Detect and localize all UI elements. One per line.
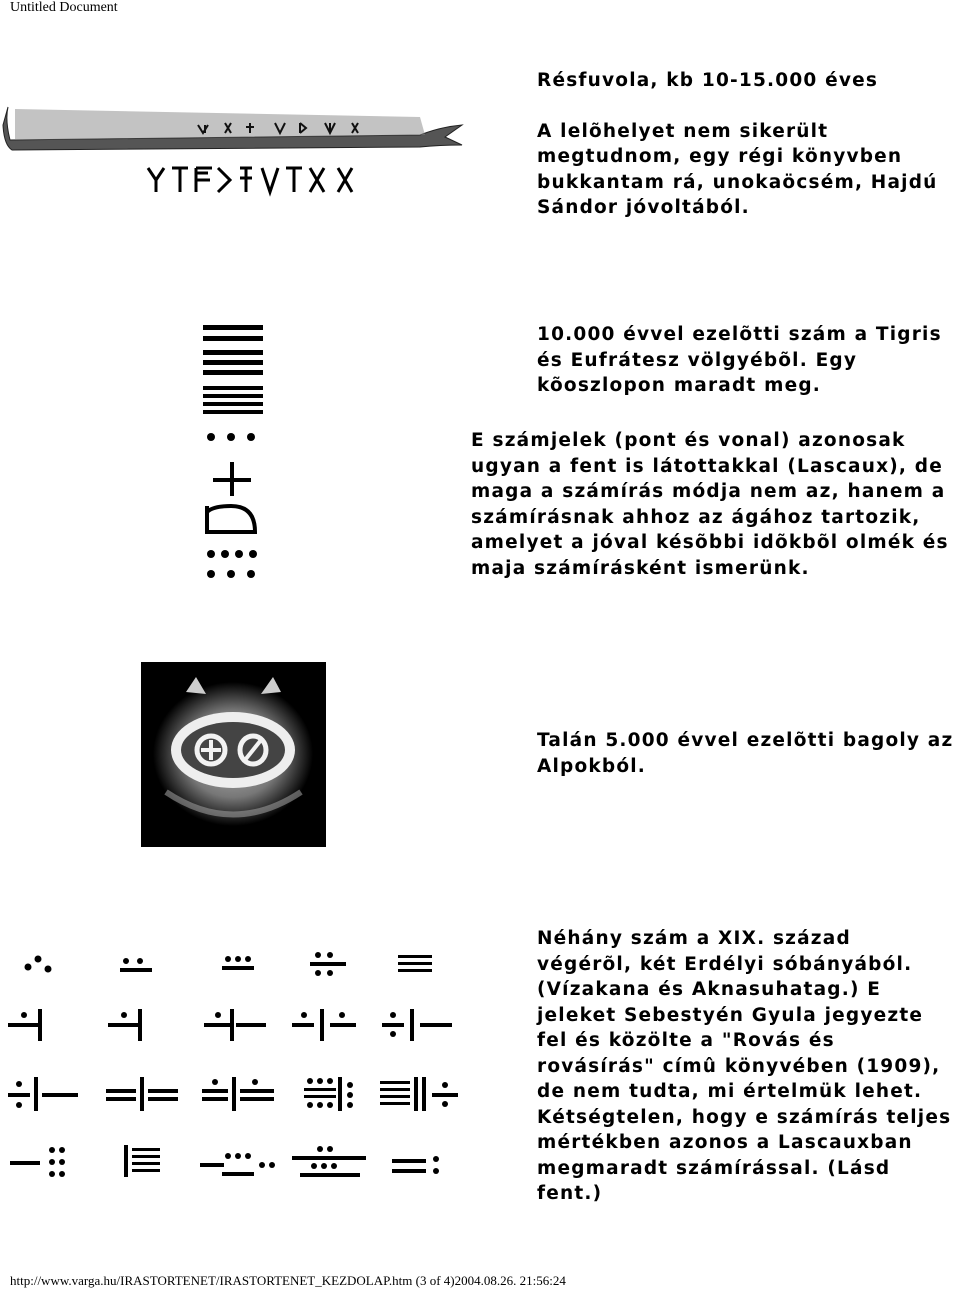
transylvania-caption — [537, 926, 960, 1207]
document-title: Untitled Document — [10, 0, 118, 15]
salt-mine-numerals-figure — [0, 945, 470, 1195]
tigris-caption — [537, 322, 957, 399]
text-line: maja számírásként ismerünk. — [471, 557, 810, 579]
text-line: mértékben azonos a Lascauxban — [537, 1132, 913, 1153]
olmec-caption — [471, 428, 960, 581]
page-footer-url: http://www.varga.hu/IRASTORTENET/IRASTORTENET_KEZDOLAP.htm (3 of 4)2004.08.26. 21:56:24 — [10, 1273, 566, 1288]
text-line: 10.000 évvel ezelõtti szám a Tigris — [537, 324, 942, 345]
text-line: A lelõhelyet nem sikerült — [537, 120, 829, 142]
text-line: (Vízakana és Aknasuhatag.) E — [537, 979, 882, 1000]
text-line: E számjelek (pont és vonal) azonosak — [471, 430, 906, 451]
owl-caption — [537, 728, 960, 779]
text-line: számírásnak ahhoz az ágához tartozik, — [471, 506, 921, 528]
text-line: végérõl, két Erdélyi sóbányából. — [537, 953, 913, 975]
text-line: Talán 5.000 évvel ezelõtti bagoly az — [537, 730, 954, 751]
text-line — [537, 94, 957, 119]
text-line: fent.) — [537, 1183, 603, 1204]
text-line: maga a számírás módja nem az, hanem a — [471, 481, 946, 502]
text-line: kõoszlopon maradt meg. — [537, 375, 822, 396]
flute-caption — [537, 68, 957, 221]
text-line: rovásírás" címû könyvében (1909), — [537, 1055, 941, 1077]
text-line: Résfuvola, kb 10-15.000 éves — [537, 70, 879, 91]
text-line: bukkantam rá, unokaöcsém, Hajdú — [537, 171, 938, 193]
text-line: de nem tudta, mi értelmük lehet. — [537, 1081, 923, 1102]
text-line: ugyan a fent is látottakkal (Lascaux), de — [471, 455, 943, 477]
numeral-sign — [25, 956, 52, 973]
text-line: Alpokból. — [537, 755, 647, 777]
text-line: amelyet a jóval késõbbi idõkbõl olmék és — [471, 532, 949, 553]
text-line: megmaradt számírással. (Lásd — [537, 1157, 891, 1179]
text-line: megtudnom, egy régi könyvben — [537, 146, 903, 167]
text-line: és Eufrátesz völgyébõl. Egy — [537, 349, 858, 371]
text-line: fel és közölte a "Rovás és — [537, 1030, 835, 1051]
text-line: Sándor jóvoltából. — [537, 197, 750, 218]
text-line: jeleket Sebestyén Gyula jegyezte — [537, 1004, 924, 1026]
flute-figure — [0, 95, 470, 205]
tigris-numerals-figure — [195, 320, 275, 590]
owl-carving-image — [141, 662, 326, 847]
text-line: Kétségtelen, hogy e számírás teljes — [537, 1106, 952, 1128]
text-line: Néhány szám a XIX. század — [537, 928, 851, 949]
